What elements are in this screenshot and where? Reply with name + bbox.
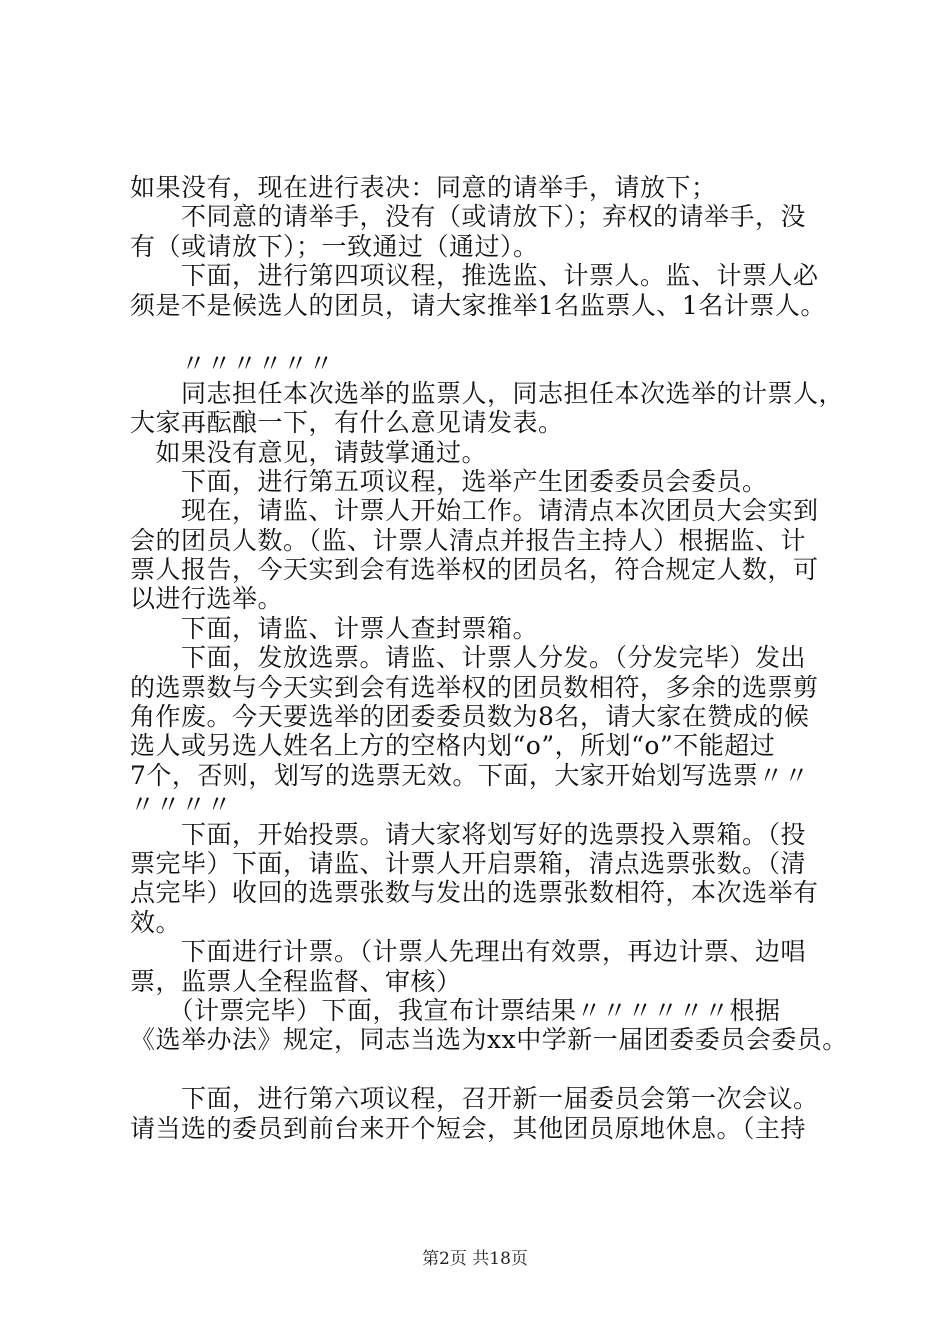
text-line: 下面进行计票。（计票人先理出有效票，再边计票、边唱: [130, 937, 807, 967]
blank-line: [130, 320, 850, 349]
page-number-footer: 第2页 共18页: [422, 1249, 528, 1269]
text-line: 如果没有，现在进行表决：同意的请举手，请放下；: [130, 173, 717, 202]
text-line: 效。: [130, 907, 182, 937]
text-line: 角作废。今天要选举的团委委员数为8名，请大家在赞成的候: [130, 702, 810, 732]
text-line: 请当选的委员到前台来开个短会，其他团员原地休息。（主持: [130, 1113, 807, 1143]
text-line: 大家再酝酿一下，有什么意见请发表。: [130, 408, 564, 438]
text-line: 须是不是候选人的团员，请大家推举1名监票人、1名计票人。: [130, 290, 826, 320]
blank-line: [130, 1055, 850, 1084]
text-line: 7个，否则，划写的选票无效。下面，大家开始划写选票〃〃: [130, 760, 810, 790]
text-line: 《选举办法》规定，同志当选为xx中学新一届团委委员会委员。: [130, 1025, 848, 1055]
text-line: 的选票数与今天实到会有选举权的团员数相符，多余的选票剪: [130, 672, 819, 702]
text-line: 下面，开始投票。请大家将划写好的选票投入票箱。（投: [130, 819, 807, 849]
document-body: [130, 173, 850, 1143]
text-line: 下面，进行第五项议程，选举产生团委委员会委员。: [130, 466, 768, 496]
text-line: 选人或另选人姓名上方的空格内划“o”，所划“o”不能超过: [130, 731, 776, 761]
text-line: （计票完毕）下面，我宣布计票结果〃〃〃〃〃〃根据: [130, 995, 781, 1025]
text-line: 〃〃〃〃〃〃: [130, 349, 335, 379]
text-line: 票完毕）下面，请监、计票人开启票箱，清点选票张数。（清: [130, 848, 807, 878]
text-line: 下面，进行第四项议程，推选监、计票人。监、计票人必: [130, 261, 819, 291]
text-line: 如果没有意见，请鼓掌通过。: [130, 437, 488, 467]
text-line: 票人报告，今天实到会有选举权的团员名，符合规定人数，可: [130, 555, 819, 585]
text-line: 同志担任本次选举的监票人，同志担任本次选举的计票人，: [130, 378, 845, 408]
text-line: 〃〃〃〃: [130, 790, 233, 820]
text-line: 以进行选举。: [130, 584, 284, 614]
text-line: 有（或请放下）；一致通过（通过）。: [130, 231, 539, 261]
text-line: 现在，请监、计票人开始工作。请清点本次团员大会实到: [130, 496, 819, 526]
text-line: 会的团员人数。（监、计票人清点并报告主持人）根据监、计: [130, 525, 807, 555]
text-line: 点完毕）收回的选票张数与发出的选票张数相符，本次选举有: [130, 878, 819, 908]
text-line: 下面，进行第六项议程，召开新一届委员会第一次会议。: [130, 1084, 819, 1114]
text-line: 票，监票人全程监督、审核）: [130, 966, 462, 996]
text-line: 下面，请监、计票人查封票箱。: [130, 613, 539, 643]
text-line: 不同意的请举手，没有（或请放下）；弃权的请举手，没: [130, 202, 807, 232]
text-line: 下面，发放选票。请监、计票人分发。（分发完毕）发出: [130, 643, 807, 673]
